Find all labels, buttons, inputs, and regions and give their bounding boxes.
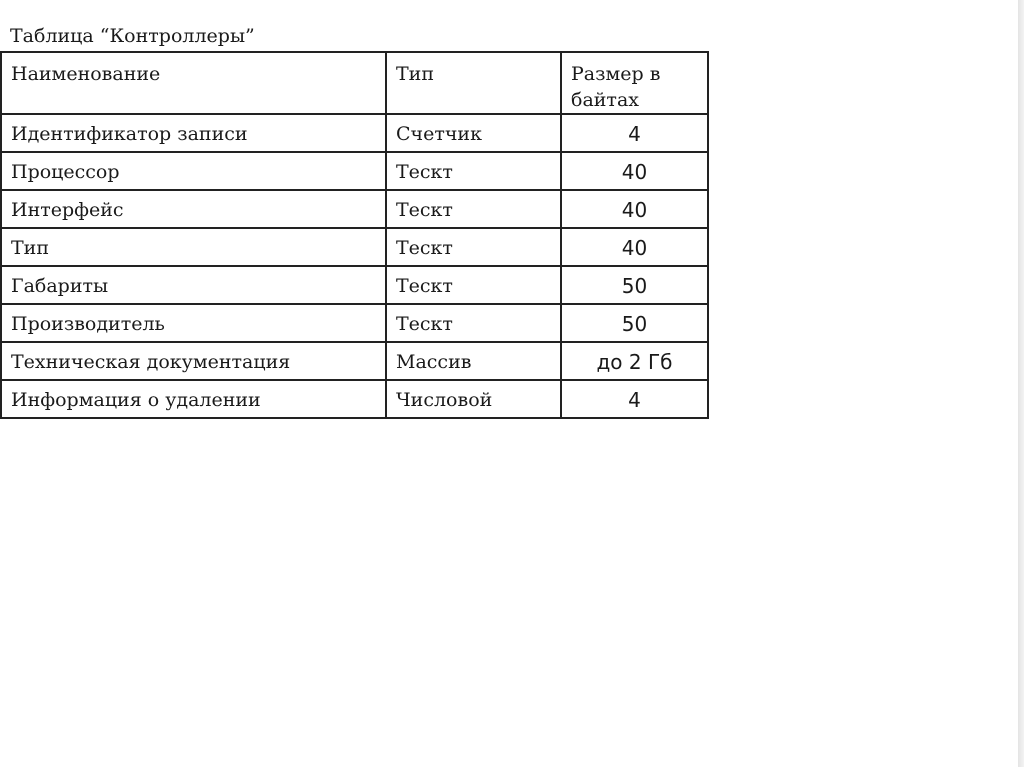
page-edge-shadow — [1018, 0, 1024, 767]
table-row — [1, 228, 708, 266]
cell-type: Счетчик — [386, 114, 561, 152]
table-row — [1, 190, 708, 228]
cell-type: Тескт — [386, 228, 561, 266]
table-row — [1, 152, 708, 190]
table-row — [1, 266, 708, 304]
table-row — [1, 304, 708, 342]
cell-name: Идентификатор записи — [1, 114, 386, 152]
cell-size: 40 — [561, 228, 708, 266]
cell-type: Тескт — [386, 190, 561, 228]
cell-type: Массив — [386, 342, 561, 380]
cell-size: 50 — [561, 304, 708, 342]
cell-type: Тескт — [386, 266, 561, 304]
cell-type: Тескт — [386, 152, 561, 190]
cell-name: Производитель — [1, 304, 386, 342]
table-caption: Таблица “Контроллеры” — [10, 25, 255, 47]
cell-name: Процессор — [1, 152, 386, 190]
table-row — [1, 342, 708, 380]
cell-type: Тескт — [386, 304, 561, 342]
header-size: Размер в байтах — [561, 52, 708, 114]
cell-size: 4 — [561, 380, 708, 418]
table-row — [1, 114, 708, 152]
cell-size: до 2 Гб — [561, 342, 708, 380]
cell-name: Габариты — [1, 266, 386, 304]
cell-size: 50 — [561, 266, 708, 304]
cell-size: 4 — [561, 114, 708, 152]
cell-name: Информация о удалении — [1, 380, 386, 418]
table-header-row — [1, 52, 708, 114]
cell-name: Интерфейс — [1, 190, 386, 228]
cell-size: 40 — [561, 152, 708, 190]
table-row — [1, 380, 708, 418]
cell-name: Техническая документация — [1, 342, 386, 380]
header-type: Тип — [386, 52, 561, 114]
cell-type: Числовой — [386, 380, 561, 418]
cell-name: Тип — [1, 228, 386, 266]
cell-size: 40 — [561, 190, 708, 228]
header-name: Наименование — [1, 52, 386, 114]
controllers-table — [0, 51, 709, 419]
